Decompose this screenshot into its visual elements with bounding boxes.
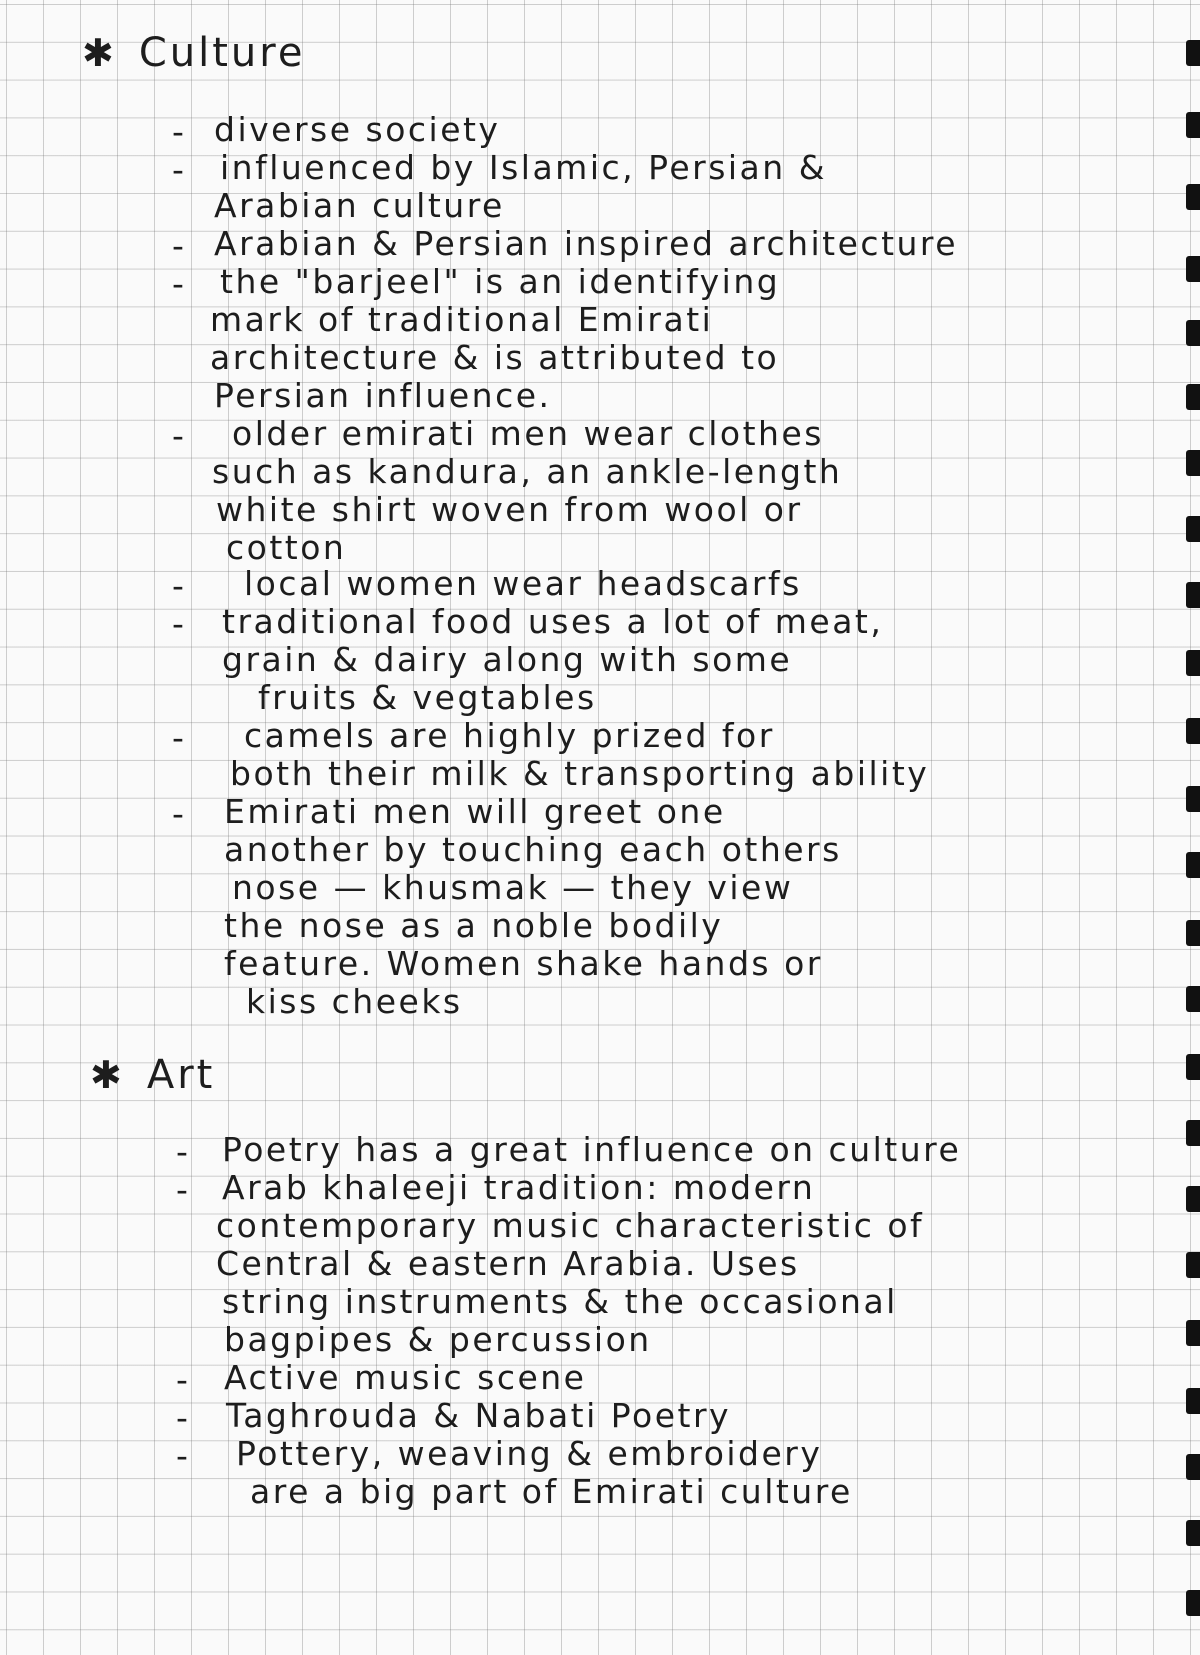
spiral-ring-icon bbox=[1186, 1520, 1200, 1546]
note-line: cotton bbox=[226, 528, 347, 567]
note-line: Arabian culture bbox=[214, 186, 505, 225]
note-line: the nose as a noble bodily bbox=[224, 906, 724, 945]
note-line: fruits & vegtables bbox=[258, 678, 597, 717]
spiral-ring-icon bbox=[1186, 450, 1200, 476]
bullet-dash-icon: - bbox=[172, 604, 184, 643]
note-line: string instruments & the occasional bbox=[222, 1282, 898, 1321]
spiral-ring-icon bbox=[1186, 718, 1200, 744]
spiral-ring-icon bbox=[1186, 986, 1200, 1012]
spiral-ring-icon bbox=[1186, 1590, 1200, 1616]
note-line: Active music scene bbox=[224, 1358, 587, 1397]
spiral-ring-icon bbox=[1186, 650, 1200, 676]
note-line: are a big part of Emirati culture bbox=[250, 1472, 853, 1511]
bullet-dash-icon: - bbox=[172, 112, 184, 151]
bullet-dash-icon: - bbox=[176, 1360, 188, 1399]
spiral-ring-icon bbox=[1186, 1320, 1200, 1346]
spiral-ring-icon bbox=[1186, 40, 1200, 66]
spiral-ring-icon bbox=[1186, 1186, 1200, 1212]
note-line: both their milk & transporting ability bbox=[230, 754, 930, 793]
note-line: another by touching each others bbox=[224, 830, 842, 869]
bullet-dash-icon: - bbox=[176, 1436, 188, 1475]
note-line: Central & eastern Arabia. Uses bbox=[216, 1244, 800, 1283]
spiral-ring-icon bbox=[1186, 112, 1200, 138]
spiral-binding bbox=[1178, 0, 1200, 1655]
spiral-ring-icon bbox=[1186, 1054, 1200, 1080]
spiral-ring-icon bbox=[1186, 384, 1200, 410]
note-line: camels are highly prized for bbox=[244, 716, 775, 755]
bullet-dash-icon: - bbox=[172, 718, 184, 757]
note-line: the "barjeel" is an identifying bbox=[220, 262, 781, 301]
note-line: Arabian & Persian inspired architecture bbox=[214, 224, 959, 263]
note-line: Emirati men will greet one bbox=[224, 792, 726, 831]
spiral-ring-icon bbox=[1186, 786, 1200, 812]
note-line: Taghrouda & Nabati Poetry bbox=[226, 1396, 732, 1435]
bullet-dash-icon: - bbox=[172, 226, 184, 265]
note-line: nose — khusmak — they view bbox=[232, 868, 794, 907]
note-line: Persian influence. bbox=[214, 376, 552, 415]
section-title: Culture bbox=[138, 30, 306, 76]
note-line: architecture & is attributed to bbox=[210, 338, 780, 377]
bullet-dash-icon: - bbox=[172, 416, 184, 455]
spiral-ring-icon bbox=[1186, 1252, 1200, 1278]
note-line: older emirati men wear clothes bbox=[232, 414, 824, 453]
note-line: mark of traditional Emirati bbox=[210, 300, 714, 339]
note-line: influenced by Islamic, Persian & bbox=[220, 148, 827, 187]
spiral-ring-icon bbox=[1186, 1388, 1200, 1414]
note-line: feature. Women shake hands or bbox=[224, 944, 823, 983]
spiral-ring-icon bbox=[1186, 852, 1200, 878]
note-line: grain & dairy along with some bbox=[222, 640, 793, 679]
bullet-dash-icon: - bbox=[172, 264, 184, 303]
bullet-dash-icon: - bbox=[172, 794, 184, 833]
spiral-ring-icon bbox=[1186, 582, 1200, 608]
note-line: traditional food uses a lot of meat, bbox=[222, 602, 884, 641]
section-heading-culture bbox=[82, 30, 305, 76]
note-line: kiss cheeks bbox=[246, 982, 463, 1021]
note-line: local women wear headscarfs bbox=[244, 564, 802, 603]
bullet-dash-icon: - bbox=[176, 1398, 188, 1437]
note-line: Arab khaleeji tradition: modern bbox=[222, 1168, 816, 1207]
spiral-ring-icon bbox=[1186, 920, 1200, 946]
spiral-ring-icon bbox=[1186, 1454, 1200, 1480]
note-line: diverse society bbox=[214, 110, 501, 149]
spiral-ring-icon bbox=[1186, 1120, 1200, 1146]
note-line: Pottery, weaving & embroidery bbox=[236, 1434, 823, 1473]
section-heading-art bbox=[90, 1052, 215, 1098]
note-line: bagpipes & percussion bbox=[224, 1320, 652, 1359]
bullet-dash-icon: - bbox=[172, 150, 184, 189]
spiral-ring-icon bbox=[1186, 516, 1200, 542]
spiral-ring-icon bbox=[1186, 320, 1200, 346]
spiral-ring-icon bbox=[1186, 184, 1200, 210]
bullet-dash-icon: - bbox=[176, 1170, 188, 1209]
bullet-dash-icon: - bbox=[172, 566, 184, 605]
asterisk-bullet-icon: ✱ bbox=[82, 31, 117, 75]
note-line: white shirt woven from wool or bbox=[216, 490, 803, 529]
note-line: Poetry has a great influence on culture bbox=[222, 1130, 962, 1169]
note-line: such as kandura, an ankle-length bbox=[212, 452, 843, 491]
note-line: contemporary music characteristic of bbox=[216, 1206, 925, 1245]
bullet-dash-icon: - bbox=[176, 1132, 188, 1171]
asterisk-bullet-icon: ✱ bbox=[90, 1053, 125, 1097]
section-title: Art bbox=[146, 1052, 216, 1098]
spiral-ring-icon bbox=[1186, 256, 1200, 282]
